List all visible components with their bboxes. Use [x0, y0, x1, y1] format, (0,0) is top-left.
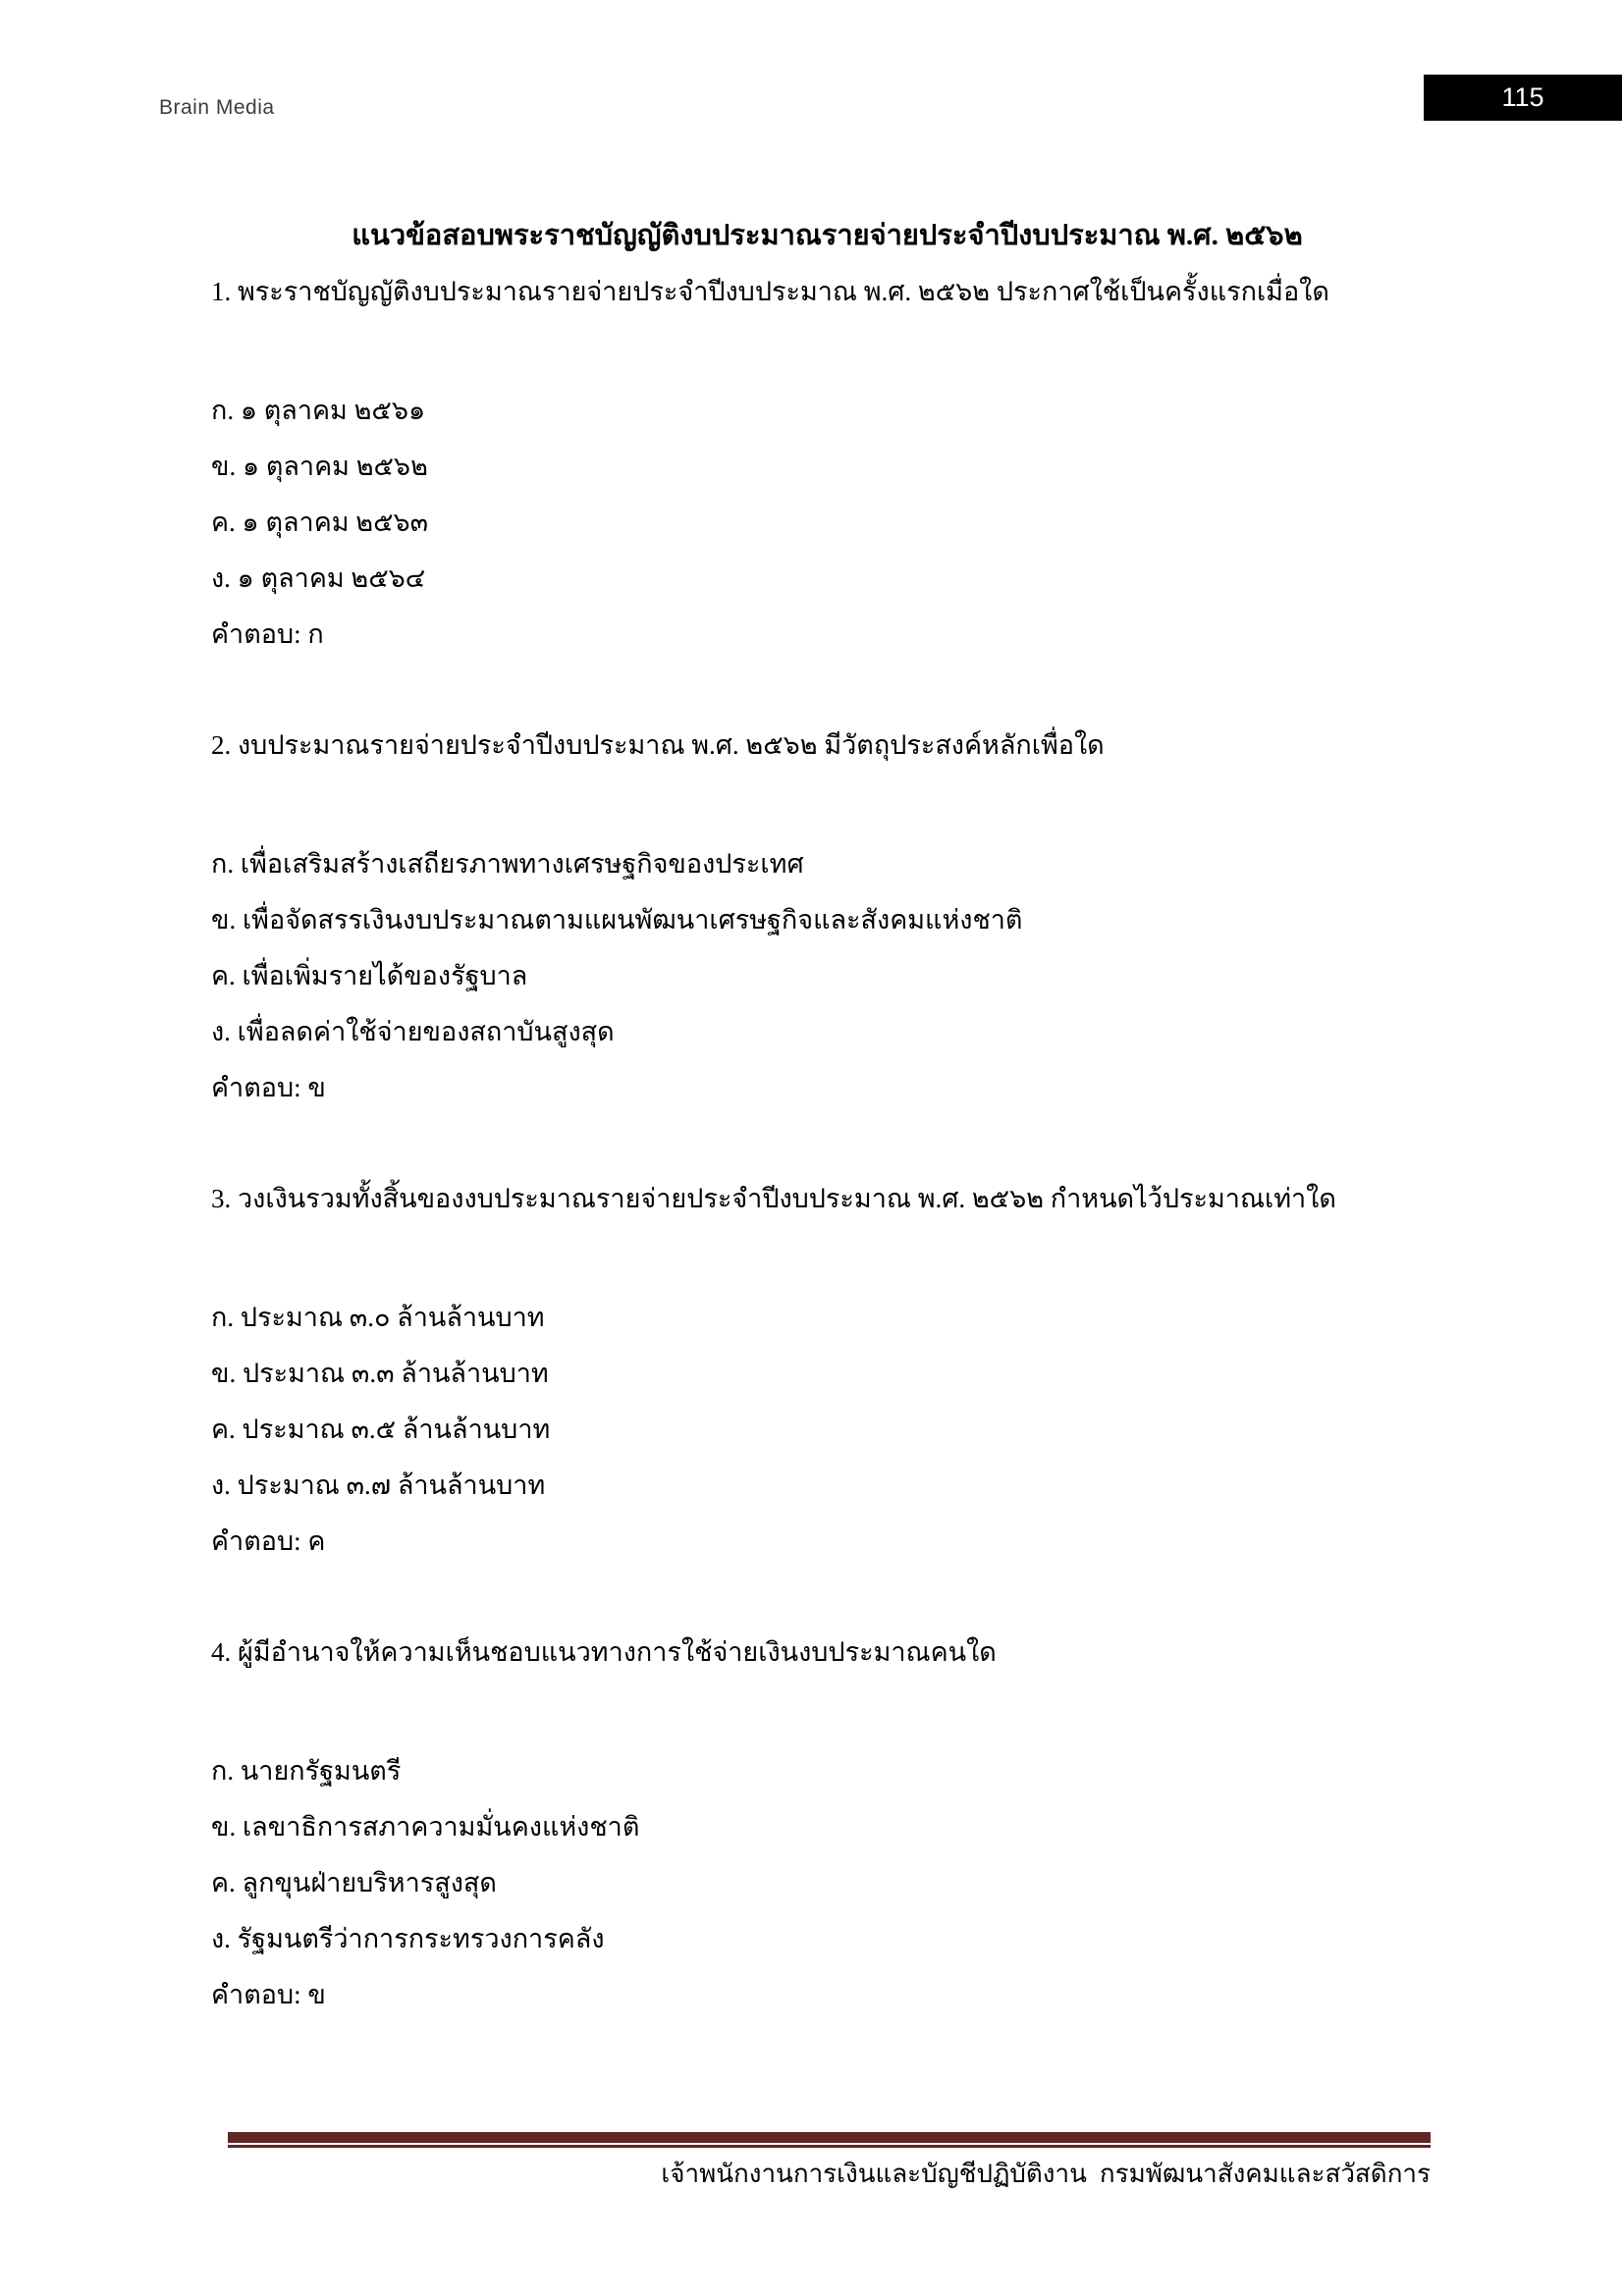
document-content: [211, 208, 1443, 2023]
choice-option: ข. ๑ ตุลาคม ๒๕๖๒: [211, 452, 428, 481]
choice-option: ง. รัฐมนตรีว่าการกระทรวงการคลัง: [211, 1924, 605, 1953]
footer-text: เจ้าพนักงานการเงินและบัญชีปฏิบัติงาน กรมพัฒนาสังคมและสวัสดิการ: [661, 2160, 1431, 2188]
choice-option: ง. เพื่อลดค่าใช้จ่ายของสถาบันสูงสุด: [211, 1017, 615, 1046]
choice-list: [211, 1743, 1443, 1967]
choice-option: ค. ลูกขุนฝ่ายบริหารสูงสุด: [211, 1868, 497, 1897]
choice-option: ข. ประมาณ ๓.๓ ล้านล้านบาท: [211, 1359, 549, 1388]
choice-option: ข. เลขาธิการสภาความมั่นคงแห่งชาติ: [211, 1812, 640, 1842]
choice-option: ก. นายกรัฐมนตรี: [211, 1756, 402, 1786]
document-title: แนวข้อสอบพระราชบัญญัติงบประมาณรายจ่ายประจำปีงบประมาณ พ.ศ. ๒๕๖๒: [352, 220, 1303, 251]
footer-divider-thin-line: [228, 2145, 1431, 2148]
choice-option: ค. ๑ ตุลาคม ๒๕๖๓: [211, 507, 429, 537]
choice-list: [211, 1290, 1443, 1514]
choice-list: [211, 836, 1443, 1060]
question-text: 4. ผู้มีอำนาจให้ความเห็นชอบแนวทางการใช้จ่ายเงินงบประมาณคนใด: [211, 1637, 997, 1667]
brand-header: Brain Media: [159, 96, 275, 119]
question-block-2: [211, 718, 1443, 1116]
question-text: 3. วงเงินรวมทั้งสิ้นของงบประมาณรายจ่ายประจำปีงบประมาณ พ.ศ. ๒๕๖๒ กำหนดไว้ประมาณเท่าใด: [211, 1184, 1336, 1213]
question-block-3: [211, 1171, 1443, 1570]
question-text: 2. งบประมาณรายจ่ายประจำปีงบประมาณ พ.ศ. ๒๕๖๒ มีวัตถุประสงค์หลักเพื่อใด: [211, 730, 1105, 760]
choice-option: ง. ๑ ตุลาคม ๒๕๖๔: [211, 563, 426, 593]
answer-line: คำตอบ: ค: [211, 1526, 326, 1556]
page-number: 115: [1501, 82, 1544, 112]
footer-divider: [228, 2132, 1431, 2148]
answer-line: คำตอบ: ข: [211, 1073, 326, 1102]
choice-option: ก. ประมาณ ๓.๐ ล้านล้านบาท: [211, 1303, 545, 1332]
choice-option: ง. ประมาณ ๓.๗ ล้านล้านบาท: [211, 1470, 546, 1500]
choice-option: ก. ๑ ตุลาคม ๒๕๖๑: [211, 396, 426, 425]
choice-option: ค. ประมาณ ๓.๕ ล้านล้านบาท: [211, 1415, 551, 1444]
page-number-box: [1424, 75, 1622, 121]
answer-line: คำตอบ: ก: [211, 619, 324, 649]
choice-option: ก. เพื่อเสริมสร้างเสถียรภาพทางเศรษฐกิจของประเทศ: [211, 849, 804, 879]
choice-option: ค. เพื่อเพิ่มรายได้ของรัฐบาล: [211, 961, 528, 990]
choice-list: [211, 383, 1443, 607]
choice-option: ข. เพื่อจัดสรรเงินงบประมาณตามแผนพัฒนาเศรษฐกิจและสังคมแห่งชาติ: [211, 905, 1023, 934]
question-block-1: [211, 264, 1443, 663]
footer-divider-thick-line: [228, 2132, 1431, 2143]
question-text: 1. พระราชบัญญัติงบประมาณรายจ่ายประจำปีงบประมาณ พ.ศ. ๒๕๖๒ ประกาศใช้เป็นครั้งแรกเมื่อใด: [211, 277, 1329, 306]
answer-line: คำตอบ: ข: [211, 1980, 326, 2009]
question-block-4: [211, 1625, 1443, 2023]
